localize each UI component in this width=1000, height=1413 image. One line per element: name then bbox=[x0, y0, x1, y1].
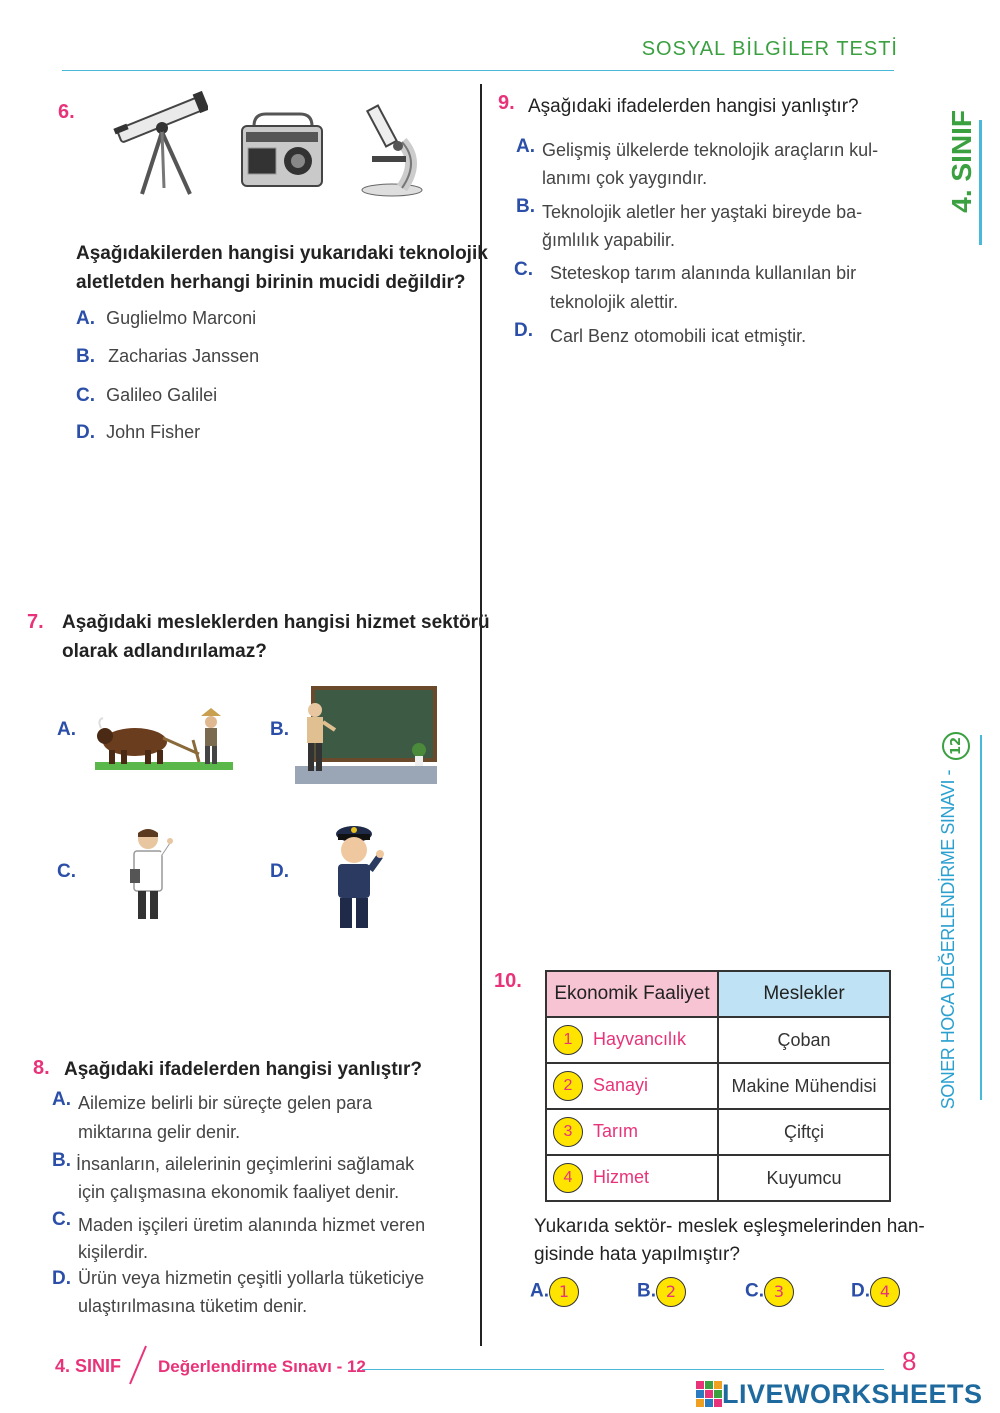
q9-number: 9. bbox=[498, 92, 515, 114]
q9-text: Aşağıdaki ifadelerden hangisi yanlıştır? bbox=[528, 96, 859, 117]
q10-option-c[interactable]: C. 3 bbox=[745, 1277, 794, 1307]
telescope-icon bbox=[108, 88, 208, 198]
header-divider bbox=[62, 70, 894, 71]
footer-exam-title: Değerlendirme Sınavı - 12 bbox=[158, 1357, 366, 1376]
footer-slash bbox=[126, 1344, 148, 1386]
q7-option-a[interactable]: A. bbox=[57, 719, 76, 740]
farmer-ox-plough-icon bbox=[95, 700, 235, 776]
q10-option-a[interactable]: A. 1 bbox=[530, 1277, 579, 1307]
q8-text: Aşağıdaki ifadelerden hangisi yanlıştır? bbox=[64, 1059, 422, 1080]
police-officer-icon bbox=[328, 820, 386, 932]
microscope-icon bbox=[358, 102, 428, 198]
q6-option-b[interactable]: B. Zacharias Janssen bbox=[76, 346, 260, 367]
q10-option-b[interactable]: B. 2 bbox=[637, 1277, 686, 1307]
liveworksheets-brand[interactable]: LIVEWORKSHEETS bbox=[722, 1379, 983, 1409]
q6-option-c[interactable]: C. Galileo Galilei bbox=[76, 385, 218, 406]
q6-option-a[interactable]: A. Guglielmo Marconi bbox=[76, 308, 257, 329]
doctor-icon bbox=[126, 825, 176, 923]
teacher-blackboard-icon bbox=[295, 686, 437, 784]
q6-number: 6. bbox=[58, 101, 75, 123]
sector-job-table bbox=[545, 970, 891, 1202]
side-grade-label: 4. SINIF bbox=[946, 110, 977, 213]
column-divider bbox=[480, 84, 482, 1346]
q10-option-d[interactable]: D. 4 bbox=[851, 1277, 900, 1307]
footer-grade: 4. SINIF bbox=[55, 1356, 122, 1376]
row-number-badge: 1 bbox=[553, 1025, 583, 1055]
table-header-jobs: Meslekler bbox=[718, 971, 890, 1017]
table-row: 4 Hizmet Kuyumcu bbox=[546, 1155, 890, 1201]
table-row: 1 Hayvancılık Çoban bbox=[546, 1017, 890, 1063]
side-exam-number: 12 bbox=[942, 732, 970, 760]
liveworksheets-logo-icon bbox=[696, 1381, 722, 1407]
q6-text-line2: aletletden herhangi birinin mucidi değildir? bbox=[76, 272, 466, 293]
side-grade-bar bbox=[979, 120, 982, 245]
q6-text-line1: Aşağıdakilerden hangisi yukarıdaki teknolojik bbox=[76, 243, 488, 264]
page-header-title: SOSYAL BİLGİLER TESTİ bbox=[641, 38, 898, 60]
q10-text-line1: Yukarıda sektör- meslek eşleşmelerinden han- bbox=[534, 1216, 925, 1237]
footer-divider bbox=[362, 1369, 884, 1370]
q7-number: 7. bbox=[27, 611, 44, 633]
q7-text-line2: olarak adlandırılamaz? bbox=[62, 641, 267, 662]
q7-option-d[interactable]: D. bbox=[270, 861, 289, 882]
side-exam-label: SONER HOCA DEĞERLENDİRME SINAVI - bbox=[938, 770, 958, 1110]
q10-text-line2: gisinde hata yapılmıştır? bbox=[534, 1244, 740, 1265]
row-number-badge: 2 bbox=[553, 1071, 583, 1101]
row-number-badge: 4 bbox=[553, 1163, 583, 1193]
q8-number: 8. bbox=[33, 1057, 50, 1079]
q7-option-c[interactable]: C. bbox=[57, 861, 76, 882]
radio-cassette-icon bbox=[240, 112, 325, 188]
q7-text-line1: Aşağıdaki mesleklerden hangisi hizmet sektörü bbox=[62, 612, 490, 633]
q6-option-d[interactable]: D. John Fisher bbox=[76, 422, 201, 443]
q10-number: 10. bbox=[494, 970, 522, 992]
table-row: 3 Tarım Çiftçi bbox=[546, 1109, 890, 1155]
side-exam-bar bbox=[980, 735, 982, 1100]
table-header-activity: Ekonomik Faaliyet bbox=[546, 971, 718, 1017]
page-number: 8 bbox=[902, 1346, 917, 1376]
table-row: 2 Sanayi Makine Mühendisi bbox=[546, 1063, 890, 1109]
q7-option-b[interactable]: B. bbox=[270, 719, 289, 740]
row-number-badge: 3 bbox=[553, 1117, 583, 1147]
